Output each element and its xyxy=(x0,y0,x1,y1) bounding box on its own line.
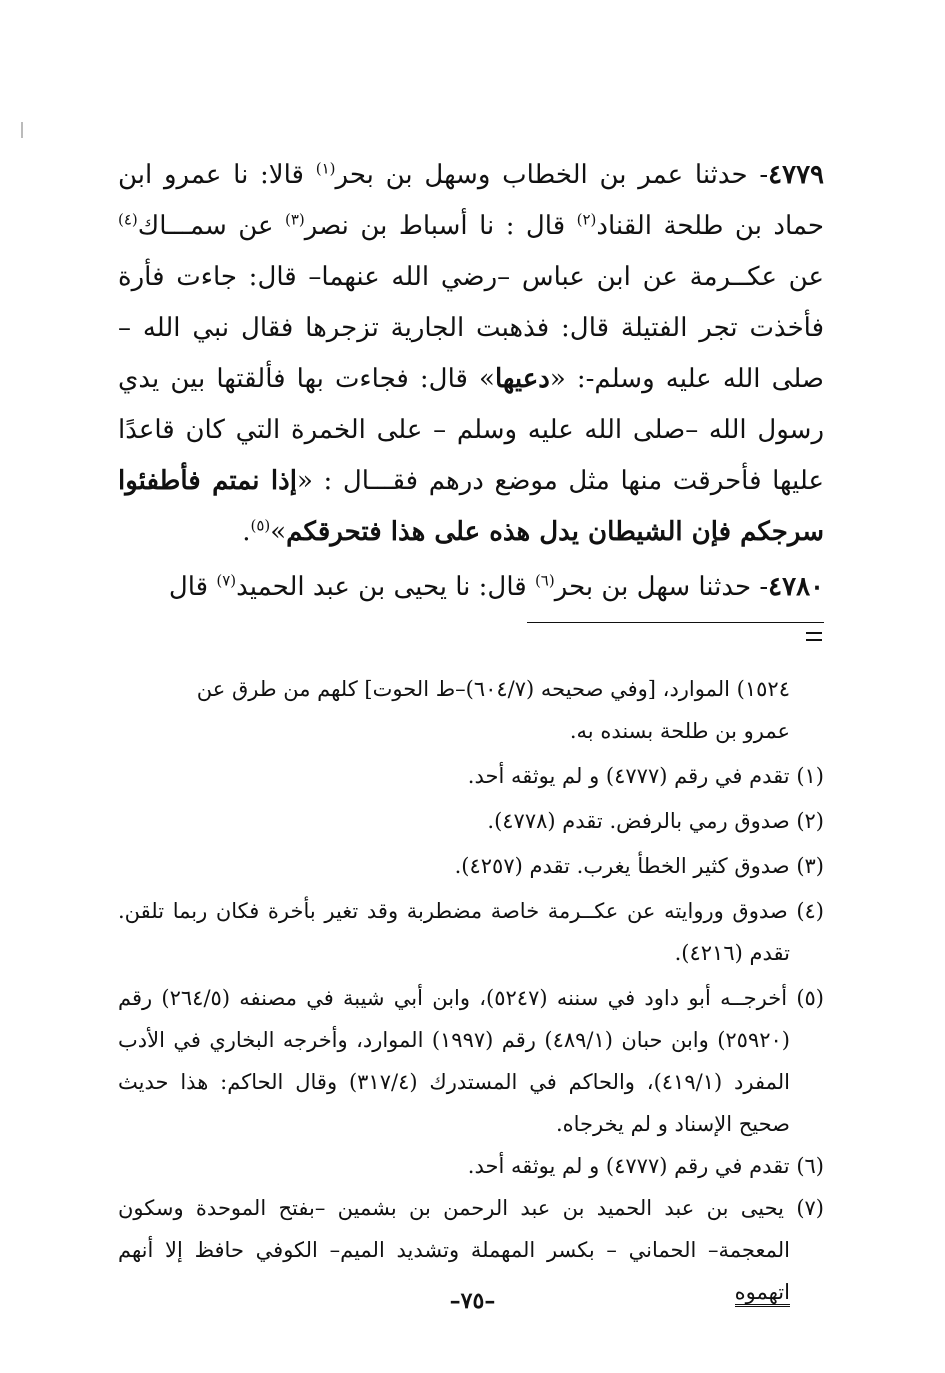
hadith-4780 xyxy=(118,562,824,613)
hadith-4779 xyxy=(118,150,824,558)
hadith-text: قال xyxy=(168,572,217,602)
page-number: –٧٥– xyxy=(449,1288,496,1314)
hadith-text: - حدثنا سهل بن بحر xyxy=(554,572,769,602)
hadith-text: » قال: فجاءت بها فألقتها بين يدي رسول الله –صلى الله عليه وسلم – على الخمرة التي كان قاعدًا عليها فأحرقت منها مثل موضع درهم فقـــال : « xyxy=(118,364,824,496)
hadith-text: . xyxy=(242,517,251,547)
footnote-4: (٤) صدوق وروايته عن عكــرمة خاصة مضطربة وقد تغير بأخرة فكان ربما تلقن. تقدم (٤٢١٦). xyxy=(118,899,824,965)
hadith-number: ٤٧٨٠ xyxy=(768,572,824,602)
catchword: اتهموه xyxy=(735,1280,790,1307)
footnote-5: (٥) أخرجــه أبو داود في سننه (٥٢٤٧)، وابن أبي شيبة في مصنفه (٢٦٤/٥) رقم (٢٥٩٢٠) وابن حبان (٤٨٩/١) رقم (١٩٩٧) الموارد، وأخرجه البخاري في الأدب المفرد (٤١٩/١)، والحاكم في المستدرك (٣١٧/٤) وقال الحاكم: هذا حديث صحيح الإسناد و لم يخرجاه. xyxy=(118,986,824,1136)
footnote-ref: (٢) xyxy=(576,210,597,229)
hadith-text: » xyxy=(270,517,287,547)
footnote-continued: عمرو بن طلحة بسنده به. xyxy=(569,719,790,743)
footnote-7-text: (٧) يحيى بن عبد الحميد بن عبد الرحمن بن بشمين –بفتح الموحدة وسكون المعجمة– الحماني – بكسر المهملة وتشديد الميم– الكوفي حافظ إلا أنهم xyxy=(118,1196,824,1262)
footnote-ref: (٤) xyxy=(118,210,138,229)
footnote-2: (٢) صدوق رمي بالرفض. تقدم (٤٧٧٨). xyxy=(487,809,824,833)
footnote-1: (١) تقدم في رقم (٤٧٧٧) و لم يوثقه أحد. xyxy=(467,764,824,788)
hadith-text: قال : نا أسباط بن نصر xyxy=(304,211,577,241)
footnote-3: (٣) صدوق كثير الخطأ يغرب. تقدم (٤٢٥٧). xyxy=(454,854,824,878)
hadith-text: قال: نا يحيى بن عبد الحميد xyxy=(236,572,535,602)
footnote-continued: ١٥٢٤) الموارد، [وفي صحيحه (٦٠٤/٧)–ط الحوت] كلهم من طرق عن xyxy=(196,677,790,701)
footnote-ref: (١) xyxy=(315,159,336,178)
footnotes xyxy=(118,668,824,1313)
footnote-ref: (٣) xyxy=(285,210,305,229)
hadith-text: عن عكــرمة عن ابن عباس –رضي الله عنهما– قال: جاءت فأرة فأخذت تجر الفتيلة قال: فذهبت الجارية تزجرها فقال نبي الله – صلى الله عليه وسلم-: « xyxy=(118,262,824,394)
footnote-ref: (٥) xyxy=(250,516,271,535)
hadith-text: عن سمـــاك xyxy=(137,211,285,241)
scan-mark xyxy=(21,122,23,138)
prophetic-quote: إذا نمتم فأطفئوا سرجكم فإن الشيطان يدل هذه على هذا فتحرقكم xyxy=(118,466,824,547)
prophetic-quote: دعيها xyxy=(494,364,550,394)
continuation-mark xyxy=(806,632,822,641)
hadith-number: ٤٧٧٩ xyxy=(768,160,824,190)
footnote-ref: (٦) xyxy=(534,571,555,590)
footnote-6: (٦) تقدم في رقم (٤٧٧٧) و لم يوثقه أحد. xyxy=(467,1154,824,1178)
main-text xyxy=(118,150,824,613)
hadith-text: قالا: نا عمرو ابن حماد بن طلحة القناد xyxy=(118,160,825,241)
footnote-ref: (٧) xyxy=(216,571,237,590)
hadith-text: - حدثنا عمر بن الخطاب وسهل بن بحر xyxy=(335,160,769,190)
footnote-separator xyxy=(527,622,824,623)
